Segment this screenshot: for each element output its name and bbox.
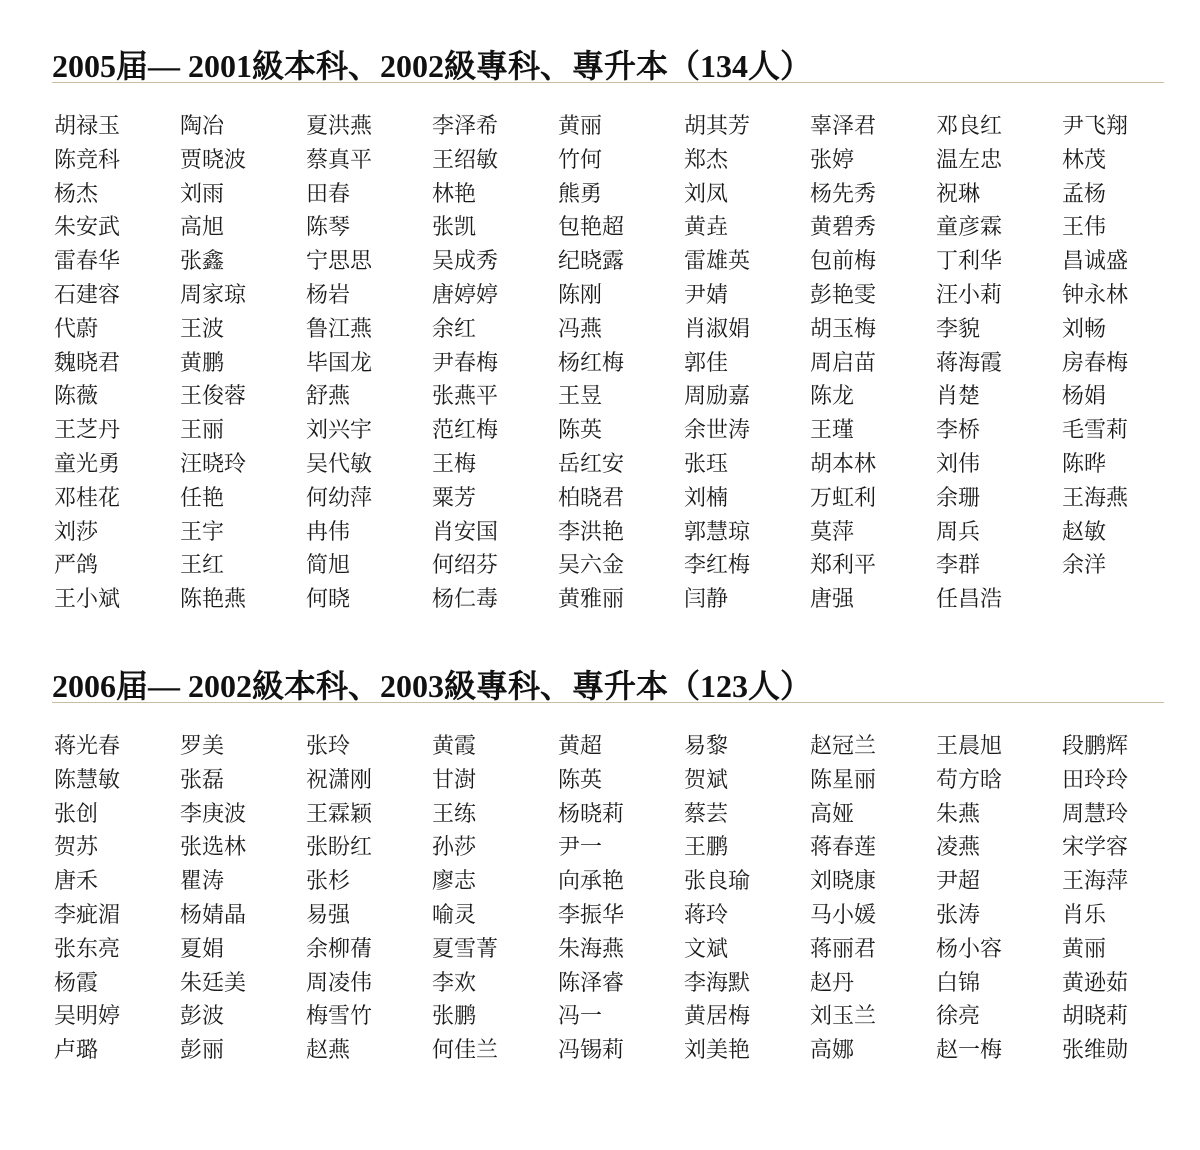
name-cell: 肖楚 — [936, 384, 981, 410]
name-cell: 高娜 — [810, 1038, 855, 1064]
name-cell: 李群 — [936, 553, 981, 579]
name-cell: 何幼萍 — [306, 485, 373, 511]
name-cell: 王宇 — [180, 519, 225, 545]
name-cell: 黄丽 — [1062, 936, 1107, 962]
name-cell: 王芝丹 — [54, 418, 121, 444]
name-cell: 梅雪竹 — [306, 1004, 373, 1030]
name-cell: 宋学容 — [1062, 835, 1129, 861]
name-cell: 刘雨 — [180, 181, 225, 207]
name-cell: 孟杨 — [1062, 181, 1107, 207]
name-cell: 王霖颖 — [306, 801, 373, 827]
name-cell: 冯锡莉 — [558, 1038, 625, 1064]
name-cell: 彭波 — [180, 1004, 225, 1030]
name-cell: 祝琳 — [936, 181, 981, 207]
name-cell: 刘伟 — [936, 451, 981, 477]
name-cell: 钟永林 — [1062, 282, 1129, 308]
name-cell: 李庚波 — [180, 801, 247, 827]
name-cell: 包前梅 — [810, 249, 877, 275]
name-cell: 周励嘉 — [684, 384, 751, 410]
name-cell: 余柳蒨 — [306, 936, 373, 962]
name-cell: 张东亮 — [54, 936, 121, 962]
name-cell: 张凯 — [432, 215, 477, 241]
name-cell: 肖安国 — [432, 519, 499, 545]
name-cell: 汪小莉 — [936, 282, 1003, 308]
name-cell: 吴明婷 — [54, 1004, 121, 1030]
name-cell: 杨娟 — [1062, 384, 1107, 410]
title-underline-rule — [52, 702, 1164, 703]
name-cell: 李貌 — [936, 316, 981, 342]
name-cell: 邓桂花 — [54, 485, 121, 511]
names-grid — [54, 110, 1184, 617]
name-cell: 周慧玲 — [1062, 801, 1129, 827]
name-cell: 郑利平 — [810, 553, 877, 579]
name-cell: 王海燕 — [1062, 485, 1129, 511]
name-cell: 王海萍 — [1062, 869, 1129, 895]
name-cell: 陈泽睿 — [558, 970, 625, 996]
name-cell: 陈晔 — [1062, 451, 1107, 477]
name-cell: 余世涛 — [684, 418, 751, 444]
name-cell: 刘美艳 — [684, 1038, 751, 1064]
name-cell: 孙莎 — [432, 835, 477, 861]
name-cell: 田玲玲 — [1062, 767, 1129, 793]
name-cell: 杨小容 — [936, 936, 1003, 962]
name-cell: 吴成秀 — [432, 249, 499, 275]
name-cell: 蒋丽君 — [810, 936, 877, 962]
name-cell: 蒋春莲 — [810, 835, 877, 861]
name-cell: 黄碧秀 — [810, 215, 877, 241]
name-cell: 吴代敏 — [306, 451, 373, 477]
name-cell: 闫静 — [684, 587, 729, 613]
name-cell: 任艳 — [180, 485, 225, 511]
name-cell: 段鹏辉 — [1062, 734, 1129, 759]
name-cell: 刘莎 — [54, 519, 99, 545]
name-cell: 何晓 — [306, 587, 351, 613]
name-cell: 房春梅 — [1062, 350, 1129, 376]
name-cell: 向承艳 — [558, 869, 625, 895]
name-cell: 童光勇 — [54, 451, 121, 477]
name-cell: 岳红安 — [558, 451, 625, 477]
name-cell: 胡本林 — [810, 451, 877, 477]
name-cell: 毛雪莉 — [1062, 418, 1129, 444]
name-cell: 余珊 — [936, 485, 981, 511]
name-cell: 王波 — [180, 316, 225, 342]
name-cell: 邓良红 — [936, 114, 1003, 139]
name-cell: 王晨旭 — [936, 734, 1003, 759]
name-cell: 徐亮 — [936, 1004, 981, 1030]
name-cell: 田春 — [306, 181, 351, 207]
name-cell: 瞿涛 — [180, 869, 225, 895]
name-cell: 杨杰 — [54, 181, 99, 207]
name-cell: 杨仁毒 — [432, 587, 499, 613]
name-cell: 唐强 — [810, 587, 855, 613]
name-cell: 毕国龙 — [306, 350, 373, 376]
name-cell: 刘畅 — [1062, 316, 1107, 342]
name-cell: 彭艳雯 — [810, 282, 877, 308]
name-cell: 丁利华 — [936, 249, 1003, 275]
name-cell: 张鹏 — [432, 1004, 477, 1030]
name-cell: 张珏 — [684, 451, 729, 477]
name-cell: 周启苗 — [810, 350, 877, 376]
name-cell: 鲁江燕 — [306, 316, 373, 342]
name-cell: 张维勋 — [1062, 1038, 1129, 1064]
name-cell: 王红 — [180, 553, 225, 579]
name-cell: 何佳兰 — [432, 1038, 499, 1064]
name-cell: 陈星丽 — [810, 767, 877, 793]
name-cell: 张婷 — [810, 147, 855, 173]
name-cell: 陈龙 — [810, 384, 855, 410]
name-cell: 刘兴宇 — [306, 418, 373, 444]
name-cell: 刘晓康 — [810, 869, 877, 895]
name-cell: 陈慧敏 — [54, 767, 121, 793]
name-cell: 白锦 — [936, 970, 981, 996]
name-cell: 舒燕 — [306, 384, 351, 410]
name-cell: 朱廷美 — [180, 970, 247, 996]
names-grid — [54, 730, 1184, 1068]
name-cell — [1062, 583, 1188, 617]
name-cell: 黄垚 — [684, 215, 729, 241]
name-cell: 苟方晗 — [936, 767, 1003, 793]
name-cell: 宁思思 — [306, 249, 373, 275]
name-cell: 张杉 — [306, 869, 351, 895]
name-cell: 凌燕 — [936, 835, 981, 861]
name-cell: 王伟 — [1062, 215, 1107, 241]
name-cell: 张选林 — [180, 835, 247, 861]
name-cell: 陈薇 — [54, 384, 99, 410]
name-cell: 昌诚盛 — [1062, 249, 1129, 275]
name-cell: 杨先秀 — [810, 181, 877, 207]
name-cell: 胡其芳 — [684, 114, 751, 139]
name-cell: 周家琼 — [180, 282, 247, 308]
section-title: 2005届— 2001級本科、2002級專科、專升本（134人） — [52, 48, 813, 84]
name-cell: 黄丽 — [558, 114, 603, 139]
name-cell: 唐婷婷 — [432, 282, 499, 308]
name-cell: 尹婧 — [684, 282, 729, 308]
name-cell: 粟芳 — [432, 485, 477, 511]
name-cell: 黄雅丽 — [558, 587, 625, 613]
name-cell: 王练 — [432, 801, 477, 827]
name-cell: 卢璐 — [54, 1038, 99, 1064]
name-cell: 尹飞翔 — [1062, 114, 1129, 139]
name-cell: 张磊 — [180, 767, 225, 793]
name-cell: 郭慧琼 — [684, 519, 751, 545]
name-cell: 黄逊茹 — [1062, 970, 1129, 996]
name-cell: 贺苏 — [54, 835, 99, 861]
name-cell: 廖志 — [432, 869, 477, 895]
name-cell: 张燕平 — [432, 384, 499, 410]
name-cell: 马小媛 — [810, 902, 877, 928]
section-title: 2006届— 2002級本科、2003級專科、專升本（123人） — [52, 668, 813, 704]
name-cell: 肖淑娟 — [684, 316, 751, 342]
name-cell: 赵冠兰 — [810, 734, 877, 759]
name-cell: 黄超 — [558, 734, 603, 759]
name-cell: 高旭 — [180, 215, 225, 241]
name-cell: 魏晓君 — [54, 350, 121, 376]
name-cell: 冯燕 — [558, 316, 603, 342]
name-cell: 王瑾 — [810, 418, 855, 444]
name-cell: 万虹利 — [810, 485, 877, 511]
name-cell: 陈琴 — [306, 215, 351, 241]
name-cell: 陈艳燕 — [180, 587, 247, 613]
name-cell: 莫萍 — [810, 519, 855, 545]
title-underline-rule — [52, 82, 1164, 83]
name-cell: 严鸽 — [54, 553, 99, 579]
name-cell: 蒋海霞 — [936, 350, 1003, 376]
name-cell: 余洋 — [1062, 553, 1107, 579]
name-cell: 简旭 — [306, 553, 351, 579]
name-cell: 喻灵 — [432, 902, 477, 928]
name-cell: 纪晓露 — [558, 249, 625, 275]
name-cell: 王俊蓉 — [180, 384, 247, 410]
name-cell: 张涛 — [936, 902, 981, 928]
name-cell: 范红梅 — [432, 418, 499, 444]
name-cell: 朱燕 — [936, 801, 981, 827]
name-cell: 李海默 — [684, 970, 751, 996]
name-cell: 王绍敏 — [432, 147, 499, 173]
name-cell: 张盼红 — [306, 835, 373, 861]
name-cell: 熊勇 — [558, 181, 603, 207]
name-cell: 赵燕 — [306, 1038, 351, 1064]
name-cell: 何绍芬 — [432, 553, 499, 579]
name-cell: 杨霞 — [54, 970, 99, 996]
name-cell: 张玲 — [306, 734, 351, 759]
name-cell: 黄鹏 — [180, 350, 225, 376]
name-cell: 刘凤 — [684, 181, 729, 207]
name-cell: 夏洪燕 — [306, 114, 373, 139]
name-cell: 尹春梅 — [432, 350, 499, 376]
name-cell: 罗美 — [180, 734, 225, 759]
name-cell: 易强 — [306, 902, 351, 928]
name-cell: 任昌浩 — [936, 587, 1003, 613]
name-cell: 李红梅 — [684, 553, 751, 579]
name-cell: 余红 — [432, 316, 477, 342]
name-cell: 陶冶 — [180, 114, 225, 139]
name-cell: 胡晓莉 — [1062, 1004, 1129, 1030]
name-cell: 刘玉兰 — [810, 1004, 877, 1030]
name-cell: 冉伟 — [306, 519, 351, 545]
name-cell: 李欢 — [432, 970, 477, 996]
name-cell: 陈刚 — [558, 282, 603, 308]
name-cell: 柏晓君 — [558, 485, 625, 511]
name-cell: 李泽希 — [432, 114, 499, 139]
name-cell: 汪晓玲 — [180, 451, 247, 477]
name-cell: 张良瑜 — [684, 869, 751, 895]
name-cell: 尹一 — [558, 835, 603, 861]
name-cell: 童彦霖 — [936, 215, 1003, 241]
name-cell: 辜泽君 — [810, 114, 877, 139]
name-cell: 吴六金 — [558, 553, 625, 579]
name-cell: 温左忠 — [936, 147, 1003, 173]
name-cell: 李洪艳 — [558, 519, 625, 545]
name-cell: 黄居梅 — [684, 1004, 751, 1030]
name-cell: 雷雄英 — [684, 249, 751, 275]
name-cell: 张鑫 — [180, 249, 225, 275]
name-cell: 冯一 — [558, 1004, 603, 1030]
name-cell: 高娅 — [810, 801, 855, 827]
name-cell: 赵一梅 — [936, 1038, 1003, 1064]
name-cell: 易黎 — [684, 734, 729, 759]
name-cell: 杨晓莉 — [558, 801, 625, 827]
name-cell: 陈英 — [558, 418, 603, 444]
name-cell: 夏雪菁 — [432, 936, 499, 962]
name-cell: 王小斌 — [54, 587, 121, 613]
name-cell: 杨婧晶 — [180, 902, 247, 928]
name-cell: 周凌伟 — [306, 970, 373, 996]
name-cell: 黄霞 — [432, 734, 477, 759]
name-cell: 蔡芸 — [684, 801, 729, 827]
name-cell: 贺斌 — [684, 767, 729, 793]
name-cell: 肖乐 — [1062, 902, 1107, 928]
name-cell: 王鹏 — [684, 835, 729, 861]
name-cell: 雷春华 — [54, 249, 121, 275]
name-cell: 蒋光春 — [54, 734, 121, 759]
name-cell: 陈英 — [558, 767, 603, 793]
name-cell: 王昱 — [558, 384, 603, 410]
name-cell: 胡玉梅 — [810, 316, 877, 342]
name-cell: 赵敏 — [1062, 519, 1107, 545]
name-cell: 赵丹 — [810, 970, 855, 996]
name-cell: 甘澍 — [432, 767, 477, 793]
name-cell: 朱安武 — [54, 215, 121, 241]
name-cell: 石建容 — [54, 282, 121, 308]
name-cell: 张创 — [54, 801, 99, 827]
name-cell: 尹超 — [936, 869, 981, 895]
name-cell: 杨岩 — [306, 282, 351, 308]
name-cell: 王丽 — [180, 418, 225, 444]
name-cell: 朱海燕 — [558, 936, 625, 962]
name-cell: 代蔚 — [54, 316, 99, 342]
name-cell: 林艳 — [432, 181, 477, 207]
name-cell: 刘楠 — [684, 485, 729, 511]
name-cell: 李疵湄 — [54, 902, 121, 928]
name-cell: 彭丽 — [180, 1038, 225, 1064]
name-cell: 竹何 — [558, 147, 603, 173]
name-cell: 文斌 — [684, 936, 729, 962]
name-cell: 胡禄玉 — [54, 114, 121, 139]
name-cell: 贾晓波 — [180, 147, 247, 173]
name-cell: 郑杰 — [684, 147, 729, 173]
name-cell: 包艳超 — [558, 215, 625, 241]
name-cell: 蒋玲 — [684, 902, 729, 928]
name-cell: 李振华 — [558, 902, 625, 928]
name-cell: 陈竞科 — [54, 147, 121, 173]
name-cell: 蔡真平 — [306, 147, 373, 173]
name-cell: 祝潇刚 — [306, 767, 373, 793]
name-cell: 周兵 — [936, 519, 981, 545]
name-cell: 林茂 — [1062, 147, 1107, 173]
name-cell: 杨红梅 — [558, 350, 625, 376]
name-cell: 王梅 — [432, 451, 477, 477]
name-cell: 夏娟 — [180, 936, 225, 962]
name-cell: 李桥 — [936, 418, 981, 444]
name-cell: 郭佳 — [684, 350, 729, 376]
name-cell: 唐禾 — [54, 869, 99, 895]
